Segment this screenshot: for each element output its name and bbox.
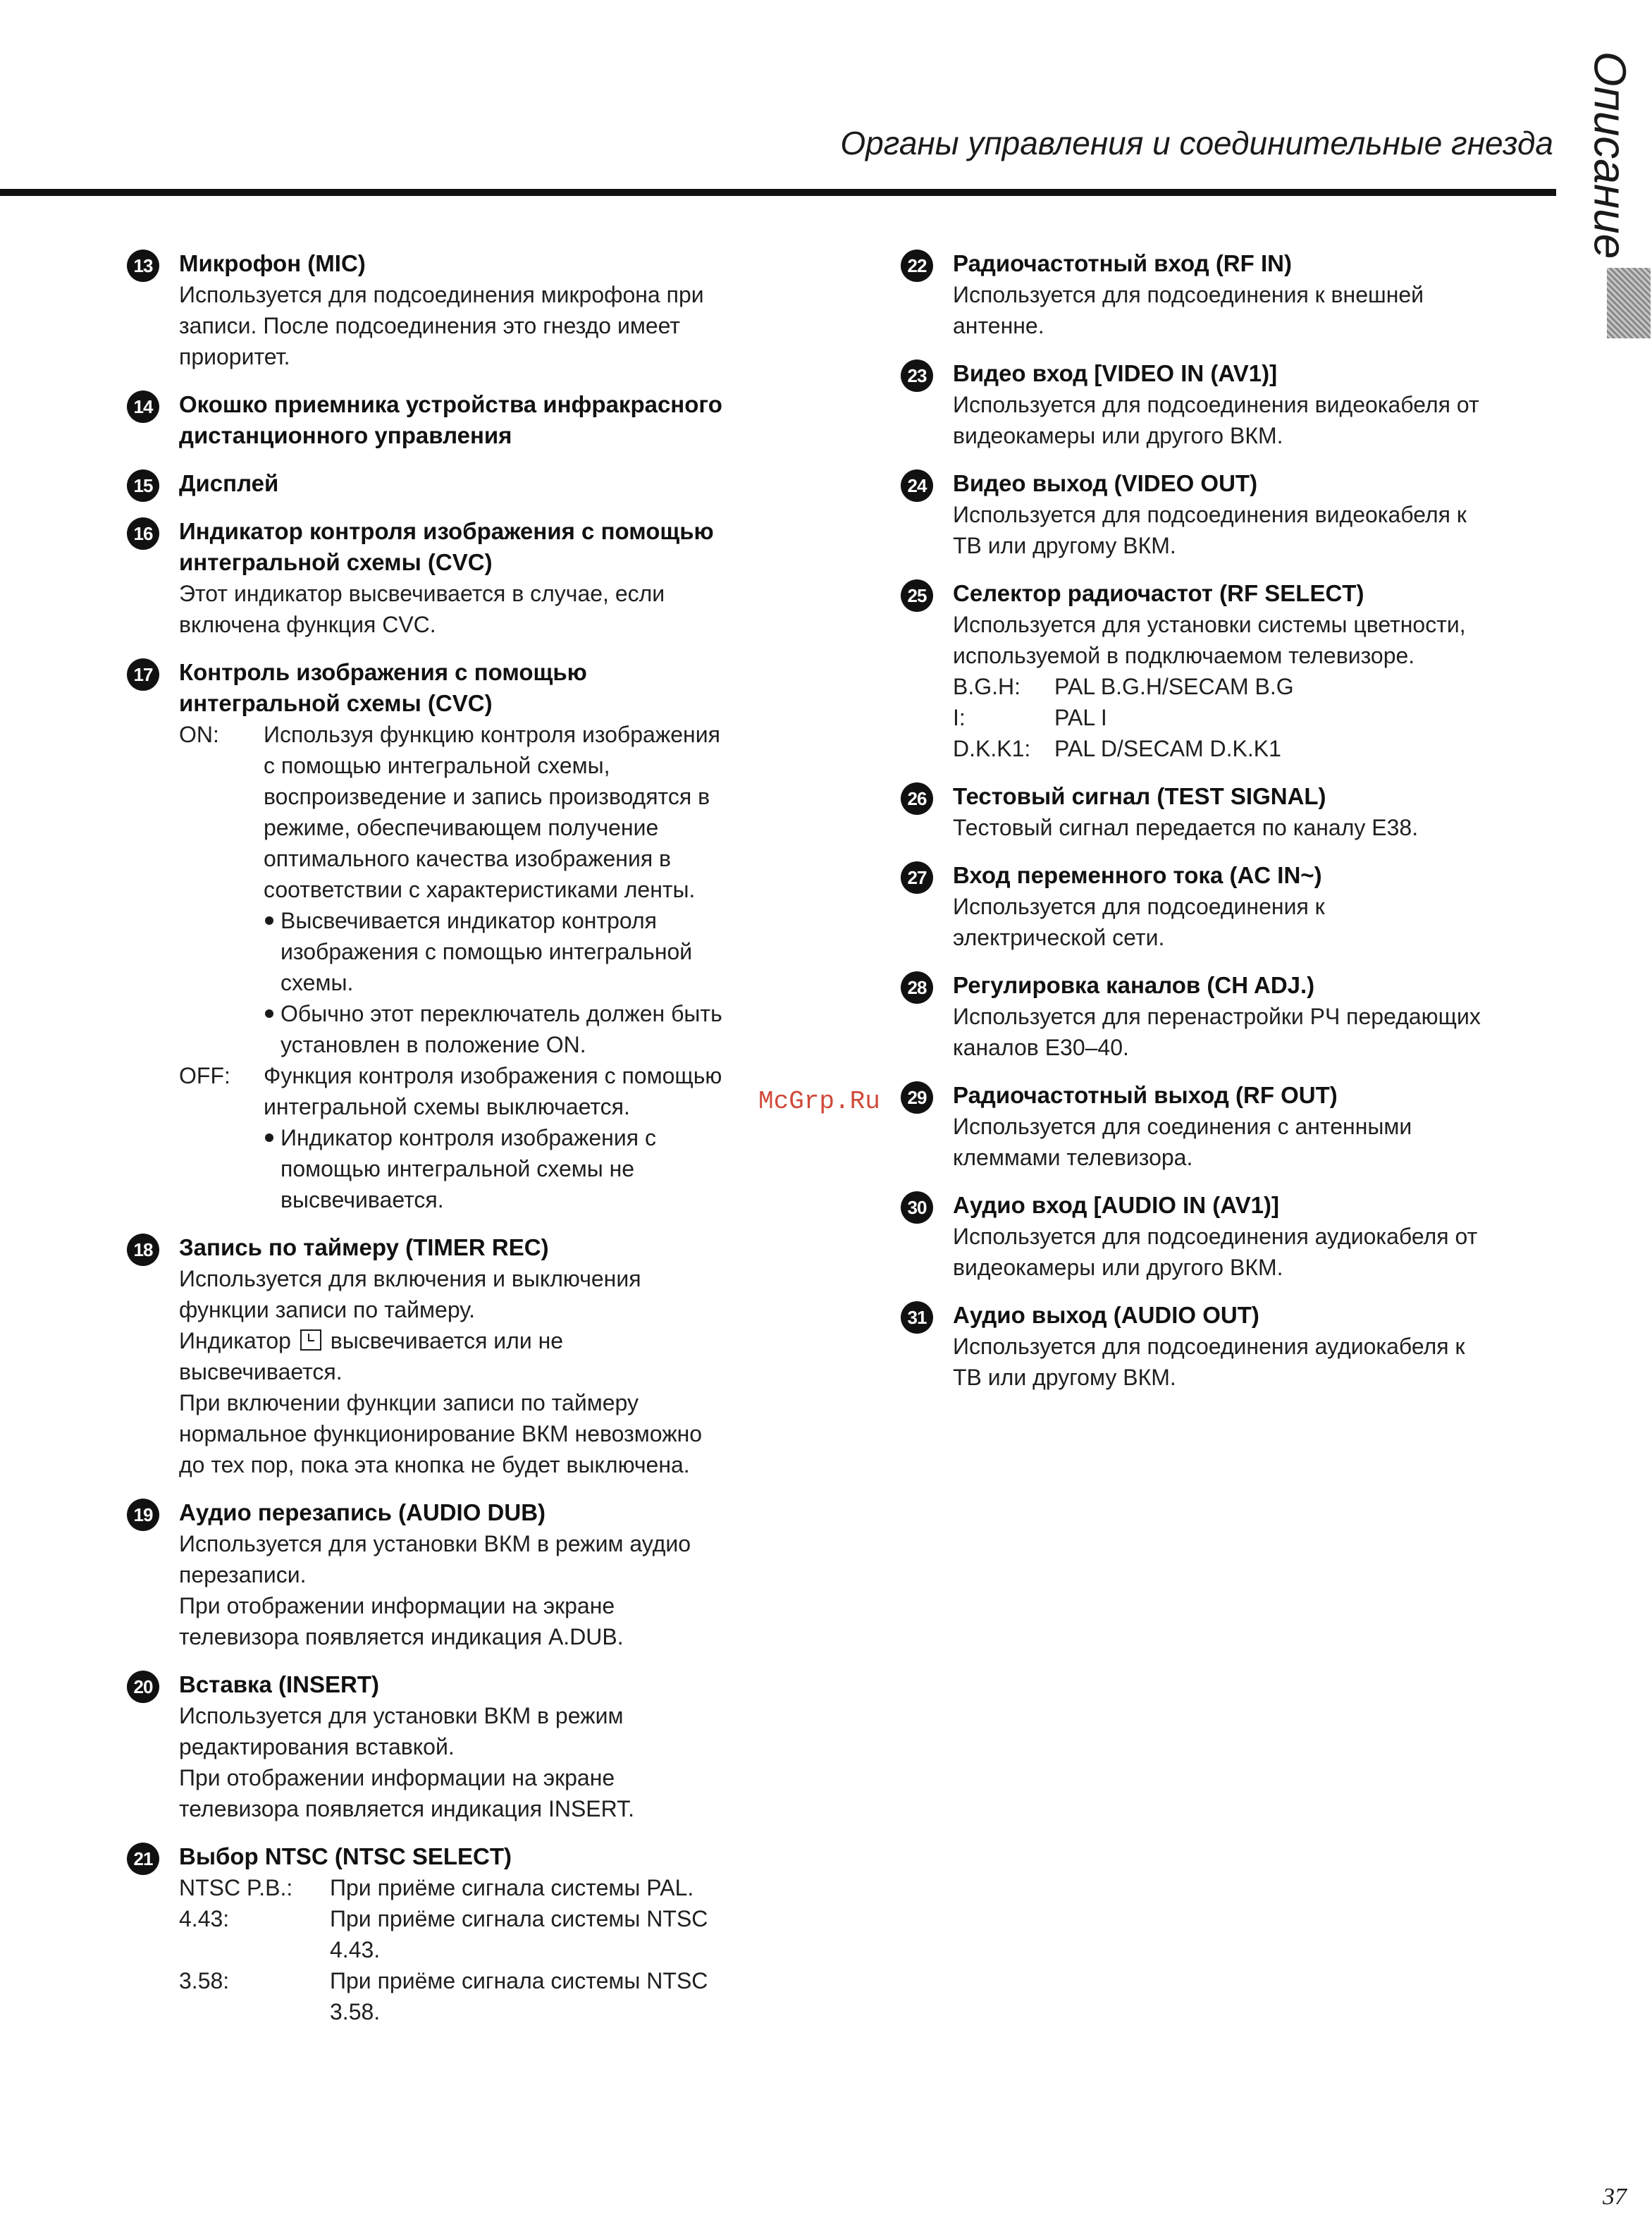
page-header-title: Органы управления и соединительные гнезда	[840, 125, 1553, 161]
option-value-line: При приёме сигнала системы NTSC	[330, 1968, 708, 1993]
item-20-insert	[127, 1669, 796, 1824]
item-title: Тестовый сигнал (TEST SIGNAL)	[953, 783, 1326, 809]
option-value	[330, 1872, 796, 1903]
item-title: Аудио выход (AUDIO OUT)	[953, 1302, 1259, 1328]
system-key: B.G.H:	[953, 674, 1021, 699]
item-16-cvc-indicator	[127, 516, 796, 640]
option-value-line: 4.43.	[330, 1937, 381, 1962]
bullet-text-line: установлен в положение ON.	[281, 1032, 586, 1057]
option-value-line: 3.58.	[330, 1999, 381, 2024]
item-number-badge: 13	[127, 250, 159, 282]
item-title: Окошко приемника устройства инфракрасного	[179, 391, 722, 417]
item-title: Радиочастотный выход (RF OUT)	[953, 1082, 1338, 1108]
item-15-display	[127, 468, 796, 499]
item-title: интегральной схемы (CVC)	[179, 690, 493, 716]
rf-system-row	[953, 733, 1563, 764]
item-number-badge: 15	[127, 469, 159, 502]
setting-text-line: соответствии с характеристиками ленты.	[264, 877, 696, 902]
item-title: Селектор радиочастот (RF SELECT)	[953, 580, 1364, 606]
setting-text-line: с помощью интегральной схемы,	[264, 753, 610, 778]
section-side-tab-label: Описание	[1584, 51, 1635, 259]
item-17-cvc-control	[127, 657, 796, 1215]
page-number: 37	[1603, 2184, 1627, 2210]
item-text-line	[179, 1325, 796, 1356]
item-title: Микрофон (MIC)	[179, 250, 366, 276]
item-title: Регулировка каналов (CH ADJ.)	[953, 972, 1315, 998]
item-text-line: включена функция CVC.	[179, 612, 436, 637]
bullet-text-line: Высвечивается индикатор контроля	[281, 908, 657, 933]
item-text-line: Используется для установки ВКМ в режим	[179, 1703, 624, 1728]
right-column	[901, 248, 1563, 1410]
left-column	[127, 248, 796, 2044]
setting-label-on: ON:	[179, 722, 219, 747]
item-number-badge: 17	[127, 658, 159, 691]
item-text-line: приоритет.	[179, 344, 290, 369]
system-value: PAL I	[1054, 705, 1107, 730]
bullet-text-line: схемы.	[281, 970, 354, 995]
item-title: Дисплей	[179, 470, 279, 496]
ntsc-option-row	[179, 1872, 796, 1903]
item-text-line: нормальное функционирование ВКМ невозможно	[179, 1421, 703, 1446]
item-text-line: Используется для подсоединения видеокабеля к	[953, 502, 1467, 527]
item-text-line: Используется для подсоединения видеокабеля от	[953, 392, 1479, 417]
setting-description	[264, 1060, 796, 1215]
item-number-badge: 26	[901, 782, 933, 815]
item-title: Запись по таймеру (TIMER REC)	[179, 1234, 549, 1260]
setting-text-line: оптимального качества изображения в	[264, 846, 672, 871]
item-text-line: клеммами телевизора.	[953, 1145, 1193, 1170]
item-text-line: Используется для подсоединения микрофона при	[179, 282, 704, 307]
item-text-line: антенне.	[953, 313, 1044, 338]
item-text-line: используемой в подключаемом телевизоре.	[953, 643, 1415, 668]
item-text-line: Этот индикатор высвечивается в случае, если	[179, 581, 665, 606]
item-18-timer-rec	[127, 1232, 796, 1480]
item-title: Видео вход [VIDEO IN (AV1)]	[953, 360, 1278, 386]
item-31-audio-out	[901, 1300, 1563, 1393]
item-text-line: Тестовый сигнал передается по каналу E38.	[953, 815, 1419, 840]
item-25-rf-select	[901, 578, 1563, 764]
bullet-text-line: Обычно этот переключатель должен быть	[281, 1001, 722, 1026]
item-title: Радиочастотный вход (RF IN)	[953, 250, 1292, 276]
item-text-line: Используется для подсоединения к	[953, 894, 1325, 919]
item-title: Аудио вход [AUDIO IN (AV1)]	[953, 1192, 1279, 1218]
item-text-line: записи. После подсоединения это гнездо имеет	[179, 313, 681, 338]
item-text-line: функции записи по таймеру.	[179, 1297, 475, 1322]
item-title: Видео выход (VIDEO OUT)	[953, 470, 1258, 496]
item-title: Индикатор контроля изображения с помощью	[179, 518, 714, 544]
setting-text-line: режиме, обеспечивающем получение	[264, 815, 659, 840]
item-title: Контроль изображения с помощью	[179, 659, 587, 685]
item-text-line: Используется для установки ВКМ в режим аудио	[179, 1531, 691, 1556]
item-text-line: каналов E30–40.	[953, 1035, 1129, 1060]
item-number-badge: 14	[127, 391, 159, 423]
item-title: Вход переменного тока (AC IN~)	[953, 862, 1322, 888]
item-text-line: При отображении информации на экране	[179, 1593, 615, 1618]
item-text-line: телевизора появляется индикация A.DUB.	[179, 1624, 624, 1649]
item-number-badge: 18	[127, 1234, 159, 1266]
bullet-text-line: изображения с помощью интегральной	[281, 939, 693, 964]
item-title: дистанционного управления	[179, 422, 512, 448]
bullet-note	[264, 905, 796, 998]
section-marker	[1607, 268, 1651, 338]
off-setting	[179, 1060, 796, 1215]
item-text-line: видеокамеры или другого ВКМ.	[953, 423, 1283, 448]
option-value	[330, 1965, 796, 2027]
item-text-line: высвечивается.	[179, 1359, 343, 1384]
setting-description	[264, 719, 796, 1060]
bullet-note	[264, 1122, 796, 1215]
indicator-text-after: высвечивается или не	[330, 1328, 564, 1353]
item-text-line: перезаписи.	[179, 1562, 307, 1587]
item-text-line: Используется для перенастройки РЧ передающих	[953, 1004, 1481, 1029]
bullet-text-line: высвечивается.	[281, 1187, 444, 1212]
item-title: интегральной схемы (CVC)	[179, 549, 493, 575]
system-value: PAL D/SECAM D.K.K1	[1054, 736, 1281, 761]
item-text-line: Используется для соединения с антенными	[953, 1114, 1412, 1139]
bullet-text-line: помощью интегральной схемы не	[281, 1156, 635, 1181]
header-rule	[0, 189, 1556, 196]
bullet-text-line: Индикатор контроля изображения с	[281, 1125, 656, 1150]
item-number-badge: 27	[901, 861, 933, 894]
item-29-rf-out	[901, 1080, 1563, 1173]
setting-text-line: Функция контроля изображения с помощью	[264, 1063, 722, 1088]
item-23-video-in	[901, 358, 1563, 451]
item-14-ir-window	[127, 389, 796, 451]
item-19-audio-dub	[127, 1497, 796, 1652]
item-text-line: электрической сети.	[953, 925, 1165, 950]
option-value	[330, 1903, 796, 1965]
system-value: PAL B.G.H/SECAM B.G	[1054, 674, 1294, 699]
item-22-rf-in	[901, 248, 1563, 341]
bullet-note	[264, 998, 796, 1060]
item-text-line: Используется для подсоединения аудиокабеля от	[953, 1224, 1478, 1249]
ntsc-option-row	[179, 1965, 796, 2027]
item-number-badge: 29	[901, 1081, 933, 1114]
item-title: Аудио перезапись (AUDIO DUB)	[179, 1499, 546, 1525]
rf-system-row	[953, 702, 1563, 733]
item-number-badge: 24	[901, 469, 933, 502]
item-text-line: Используется для подсоединения аудиокабеля к	[953, 1334, 1465, 1359]
option-key: 3.58:	[179, 1968, 230, 1993]
section-side-tab	[1576, 49, 1644, 261]
item-number-badge: 19	[127, 1499, 159, 1531]
item-number-badge: 28	[901, 971, 933, 1004]
setting-text-line: Используя функцию контроля изображения	[264, 722, 720, 747]
item-number-badge: 22	[901, 250, 933, 282]
item-text-line: телевизора появляется индикация INSERT.	[179, 1796, 635, 1821]
item-26-test-signal	[901, 781, 1563, 843]
item-text-line: При отображении информации на экране	[179, 1765, 615, 1790]
item-number-badge: 25	[901, 579, 933, 612]
item-number-badge: 21	[127, 1843, 159, 1875]
item-text-line: ТВ или другому ВКМ.	[953, 533, 1176, 558]
item-28-ch-adj	[901, 970, 1563, 1063]
indicator-text-before: Индикатор	[179, 1328, 291, 1353]
item-13-mic	[127, 248, 796, 372]
item-number-badge: 30	[901, 1191, 933, 1224]
option-value-line: При приёме сигнала системы NTSC	[330, 1906, 708, 1931]
item-27-ac-in	[901, 860, 1563, 953]
item-number-badge: 20	[127, 1671, 159, 1703]
item-text-line: видеокамеры или другого ВКМ.	[953, 1255, 1283, 1280]
item-24-video-out	[901, 468, 1563, 561]
item-text-line: При включении функции записи по таймеру	[179, 1390, 639, 1415]
item-30-audio-in	[901, 1190, 1563, 1283]
item-21-ntsc-select	[127, 1841, 796, 2027]
system-key: I:	[953, 705, 966, 730]
site-watermark: McGrp.Ru	[758, 1087, 880, 1116]
option-value-line: При приёме сигнала системы PAL.	[330, 1875, 694, 1900]
timer-indicator-icon	[300, 1329, 321, 1351]
item-number-badge: 31	[901, 1301, 933, 1334]
option-key: 4.43:	[179, 1906, 230, 1931]
option-key: NTSC P.B.:	[179, 1875, 293, 1900]
item-number-badge: 23	[901, 359, 933, 392]
setting-label-off: OFF:	[179, 1063, 230, 1088]
item-number-badge: 16	[127, 517, 159, 550]
item-text-line: ТВ или другому ВКМ.	[953, 1365, 1176, 1390]
setting-text-line: воспроизведение и запись производятся в	[264, 784, 710, 809]
item-title: Выбор NTSC (NTSC SELECT)	[179, 1843, 512, 1869]
item-text-line: Используется для установки системы цветности,	[953, 612, 1466, 637]
item-title: Вставка (INSERT)	[179, 1671, 380, 1697]
item-text-line: Используется для подсоединения к внешней	[953, 282, 1424, 307]
item-text-line: редактирования вставкой.	[179, 1734, 455, 1759]
setting-text-line: интегральной схемы выключается.	[264, 1094, 630, 1119]
on-setting	[179, 719, 796, 1060]
item-text-line: Используется для включения и выключения	[179, 1266, 641, 1291]
ntsc-option-row	[179, 1903, 796, 1965]
item-text-line: до тех пор, пока эта кнопка не будет выключена.	[179, 1452, 690, 1477]
system-key: D.K.K1:	[953, 736, 1031, 761]
rf-system-row	[953, 671, 1563, 702]
